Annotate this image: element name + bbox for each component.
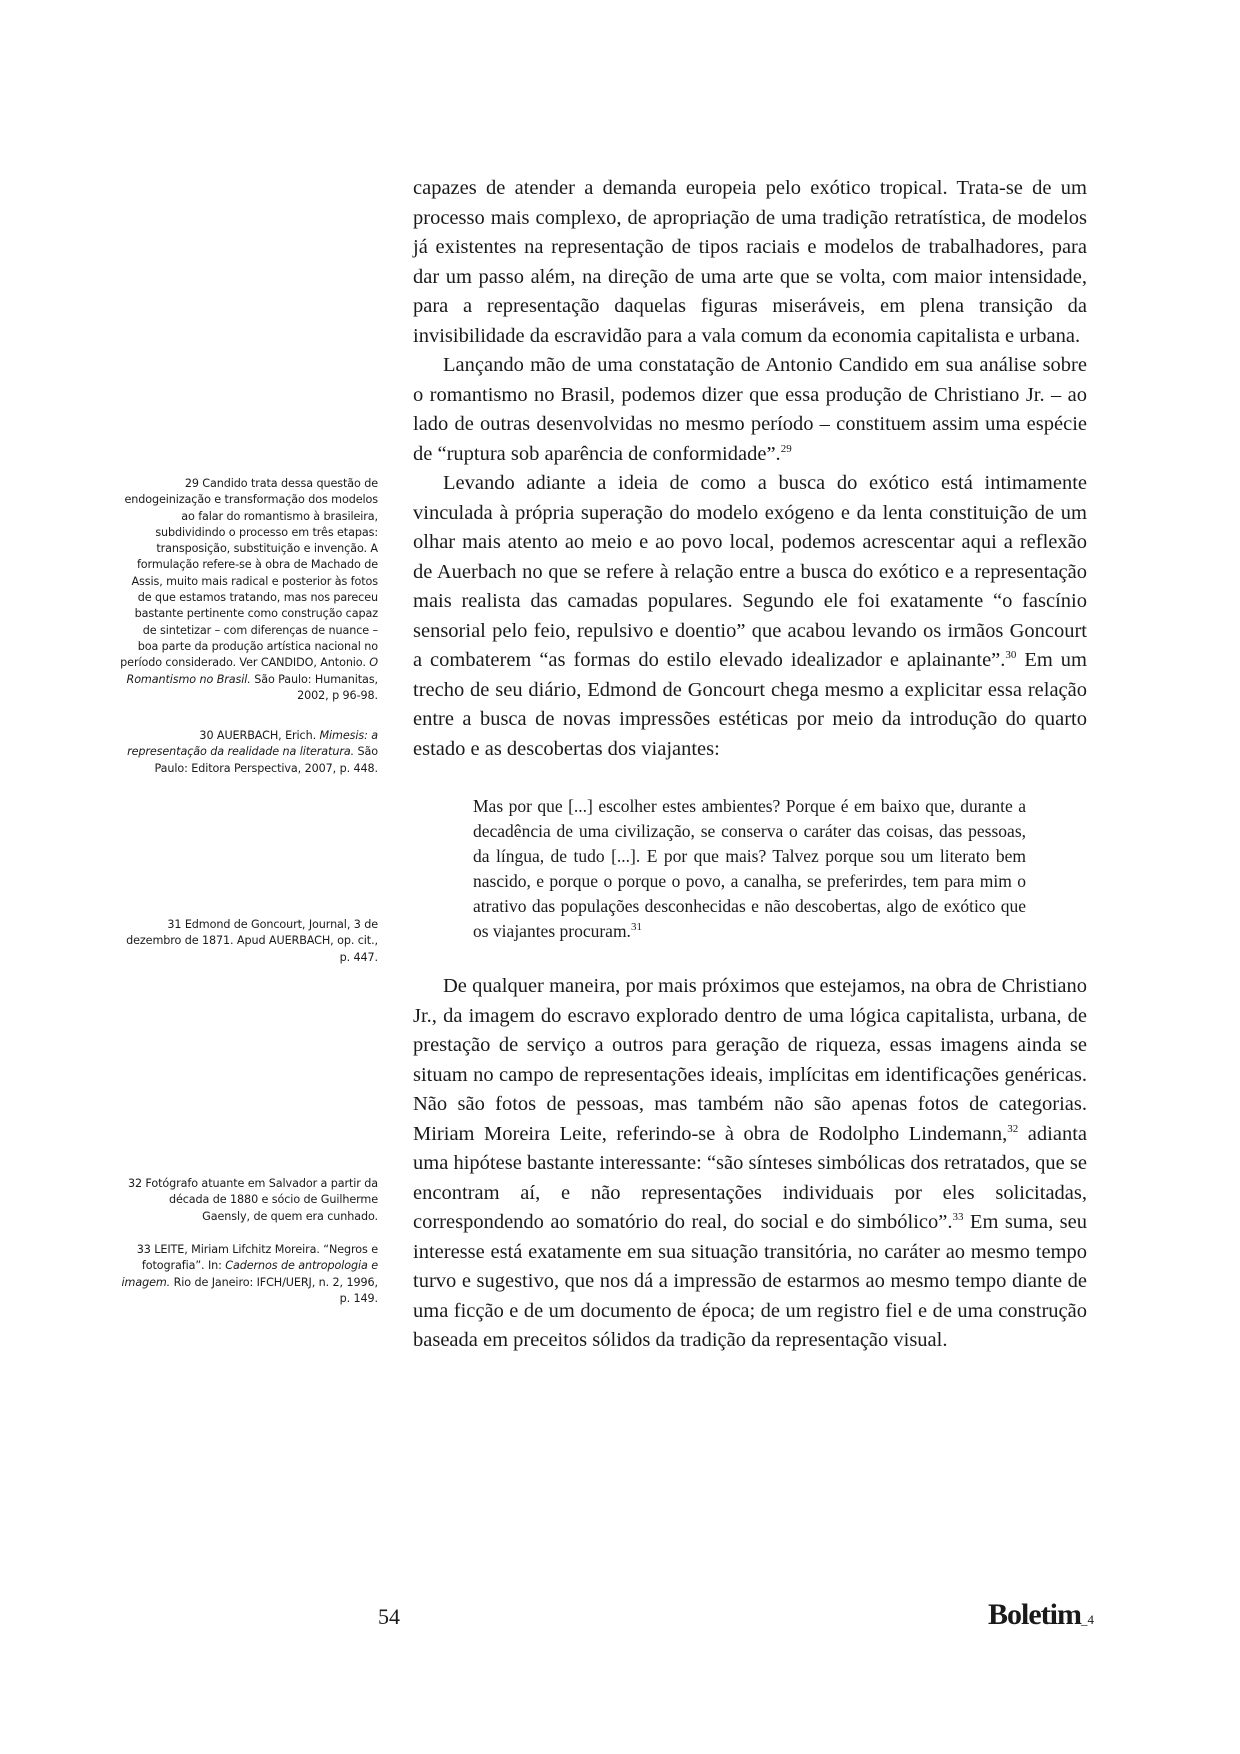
footnote-30 [120,728,378,777]
paragraph-3-text-b: Em um trecho de seu diário, Edmond de Goncourt chega mesmo a explicitar essa relação entre a busca de novas impressões estéticas por meio da introdução do quarto estado e as descobertas dos viajantes: [413,649,1088,760]
footnote-ref-33[interactable]: 33 [952,1211,964,1224]
footnote-33-text-a: 33 LEITE, Miriam Lifchitz Moreira. “Negros e fotografia”. In: [136,1243,378,1273]
paragraph-4-text-b: adianta uma hipótese bastante interessante: “são sínteses simbólicas dos retratados, que se encontram aí, e não representações individuais por eles solicitadas, correspondendo ao somatório do real, do social e do simbólico”. [413,1122,1087,1233]
paragraph-3-text-a: Levando adiante a ideia de como a busca do exótico está intimamente vinculada à própria superação do modelo exógeno e da lenta constituição de um olhar mais atento ao meio e ao povo local, podemos acrescentar aqui a reflexão de Auerbach no que se refere à relação entre a busca do exótico e a representação mais realista das camadas populares. Segundo ele foi exatamente “o fascínio sensorial pelo feio, repulsivo e doentio” que acabou levando os irmãos Goncourt a combaterem “as formas do estilo elevado idealizador e aplainante”. [413,472,1087,671]
footnote-32: 32 Fotógrafo atuante em Salvador a partir da década de 1880 e sócio de Guilherme Gaensly, de quem era cunhado. [127,1177,378,1223]
footnote-33 [120,1242,378,1307]
paragraph-4 [413,972,1087,1356]
paragraph-2-text: Lançando mão de uma constatação de Antonio Candido em sua análise sobre o romantismo no Brasil, podemos dizer que essa produção de Christiano Jr. – ao lado de outras desenvolvidas no mesmo período – constituem assim uma espécie de “ruptura sob aparência de conformidade”. [413,354,1087,465]
footnote-30-title: Mimesis: a representação da realidade na literatura. [127,729,378,759]
journal-logo [988,1598,1094,1632]
footnote-30-text-b: São Paulo: Editora Perspectiva, 2007, p. 448. [154,745,378,775]
body-text [413,174,1087,1356]
footnote-33-text-b: Rio de Janeiro: IFCH/UERJ, n. 2, 1996, p. 149. [170,1275,378,1305]
paragraph-4-text-c: Em suma, seu interesse está exatamente em sua situação transitória, no caráter ao mesmo tempo turvo e sugestivo, que nos dá a impressão de estarmos ao mesmo tempo diante de uma ficção e de um documento de época; de um registro fiel e de uma construção baseada em preceitos sólidos da tradição da representação visual. [413,1211,1087,1351]
footnote-30-text-a: 30 AUERBACH, Erich. [199,729,320,742]
footnote-29-text-a: 29 Candido trata dessa questão de endogeinização e transformação dos modelos ao falar do romantismo à brasileira, subdividindo o processo em três etapas: transposição, substituição e invenção. A formulação refere-se à obra de Machado de Assis, muito mais radical e posterior às fotos de que estamos tratando, mas nos pareceu bastante pertinente como construção capaz de sintetizar – com diferenças de nuance – boa parte da produção artística nacional no período considerado. Ver CANDIDO, Antonio. [120,477,378,670]
paragraph-3 [413,469,1087,764]
journal-logo-name: Boletim [988,1598,1081,1631]
paragraph-2 [413,351,1087,469]
footnote-33-title: Cadernos de antropologia e imagem. [121,1259,378,1289]
footnote-ref-29[interactable]: 29 [780,442,792,455]
journal-logo-issue: _4 [1080,1612,1094,1627]
block-quote-text: Mas por que [...] escolher estes ambientes? Porque é em baixo que, durante a decadência de uma civilização, se conserva o caráter das coisas, das pessoas, da língua, de tudo [...]. E por que mais? Talvez porque sou um literato bem nascido, e porque o porque o povo, a canalha, se preferirdes, tem para mim o atrativo das populações desconhecidas e não descobertas, algo de exótico que os viajantes procuram. [473,796,1026,941]
footnote-ref-31[interactable]: 31 [630,921,642,934]
footnote-31: 31 Edmond de Goncourt, Journal, 3 de dezembro de 1871. Apud AUERBACH, op. cit., p. 447. [126,918,378,964]
footnote-29-text-b: São Paulo: Humanitas, 2002, p 96-98. [250,672,378,702]
paragraph-1: capazes de atender a demanda europeia pelo exótico tropical. Trata-se de um processo mais complexo, de apropriação de uma tradição retratística, de modelos já existentes na representação de tipos raciais e modelos de trabalhadores, para dar um passo além, na direção de uma arte que se volta, com maior intensidade, para a representação daquelas figuras miseráveis, em plena transição da invisibilidade da escravidão para a vala comum da economia capitalista e urbana. [413,177,1087,347]
paragraph-4-text-a: De qualquer maneira, por mais próximos que estejamos, na obra de Christiano Jr., da imagem do escravo explorado dentro de uma lógica capitalista, urbana, de prestação de serviço a outros para geração de riqueza, essas imagens ainda se situam no campo de representações ideais, implícitas em identificações genéricas. Não são fotos de pessoas, mas também não são apenas fotos de categorias. Miriam Moreira Leite, referindo-se à obra de Rodolpho Lindemann, [413,975,1087,1145]
footnote-ref-32[interactable]: 32 [1007,1122,1019,1135]
footnote-29-title: O Romantismo no Brasil. [126,656,378,686]
page-number: 54 [378,1604,400,1629]
footnote-29 [120,476,378,704]
footnote-ref-30[interactable]: 30 [1005,649,1017,662]
block-quote [473,794,1026,944]
